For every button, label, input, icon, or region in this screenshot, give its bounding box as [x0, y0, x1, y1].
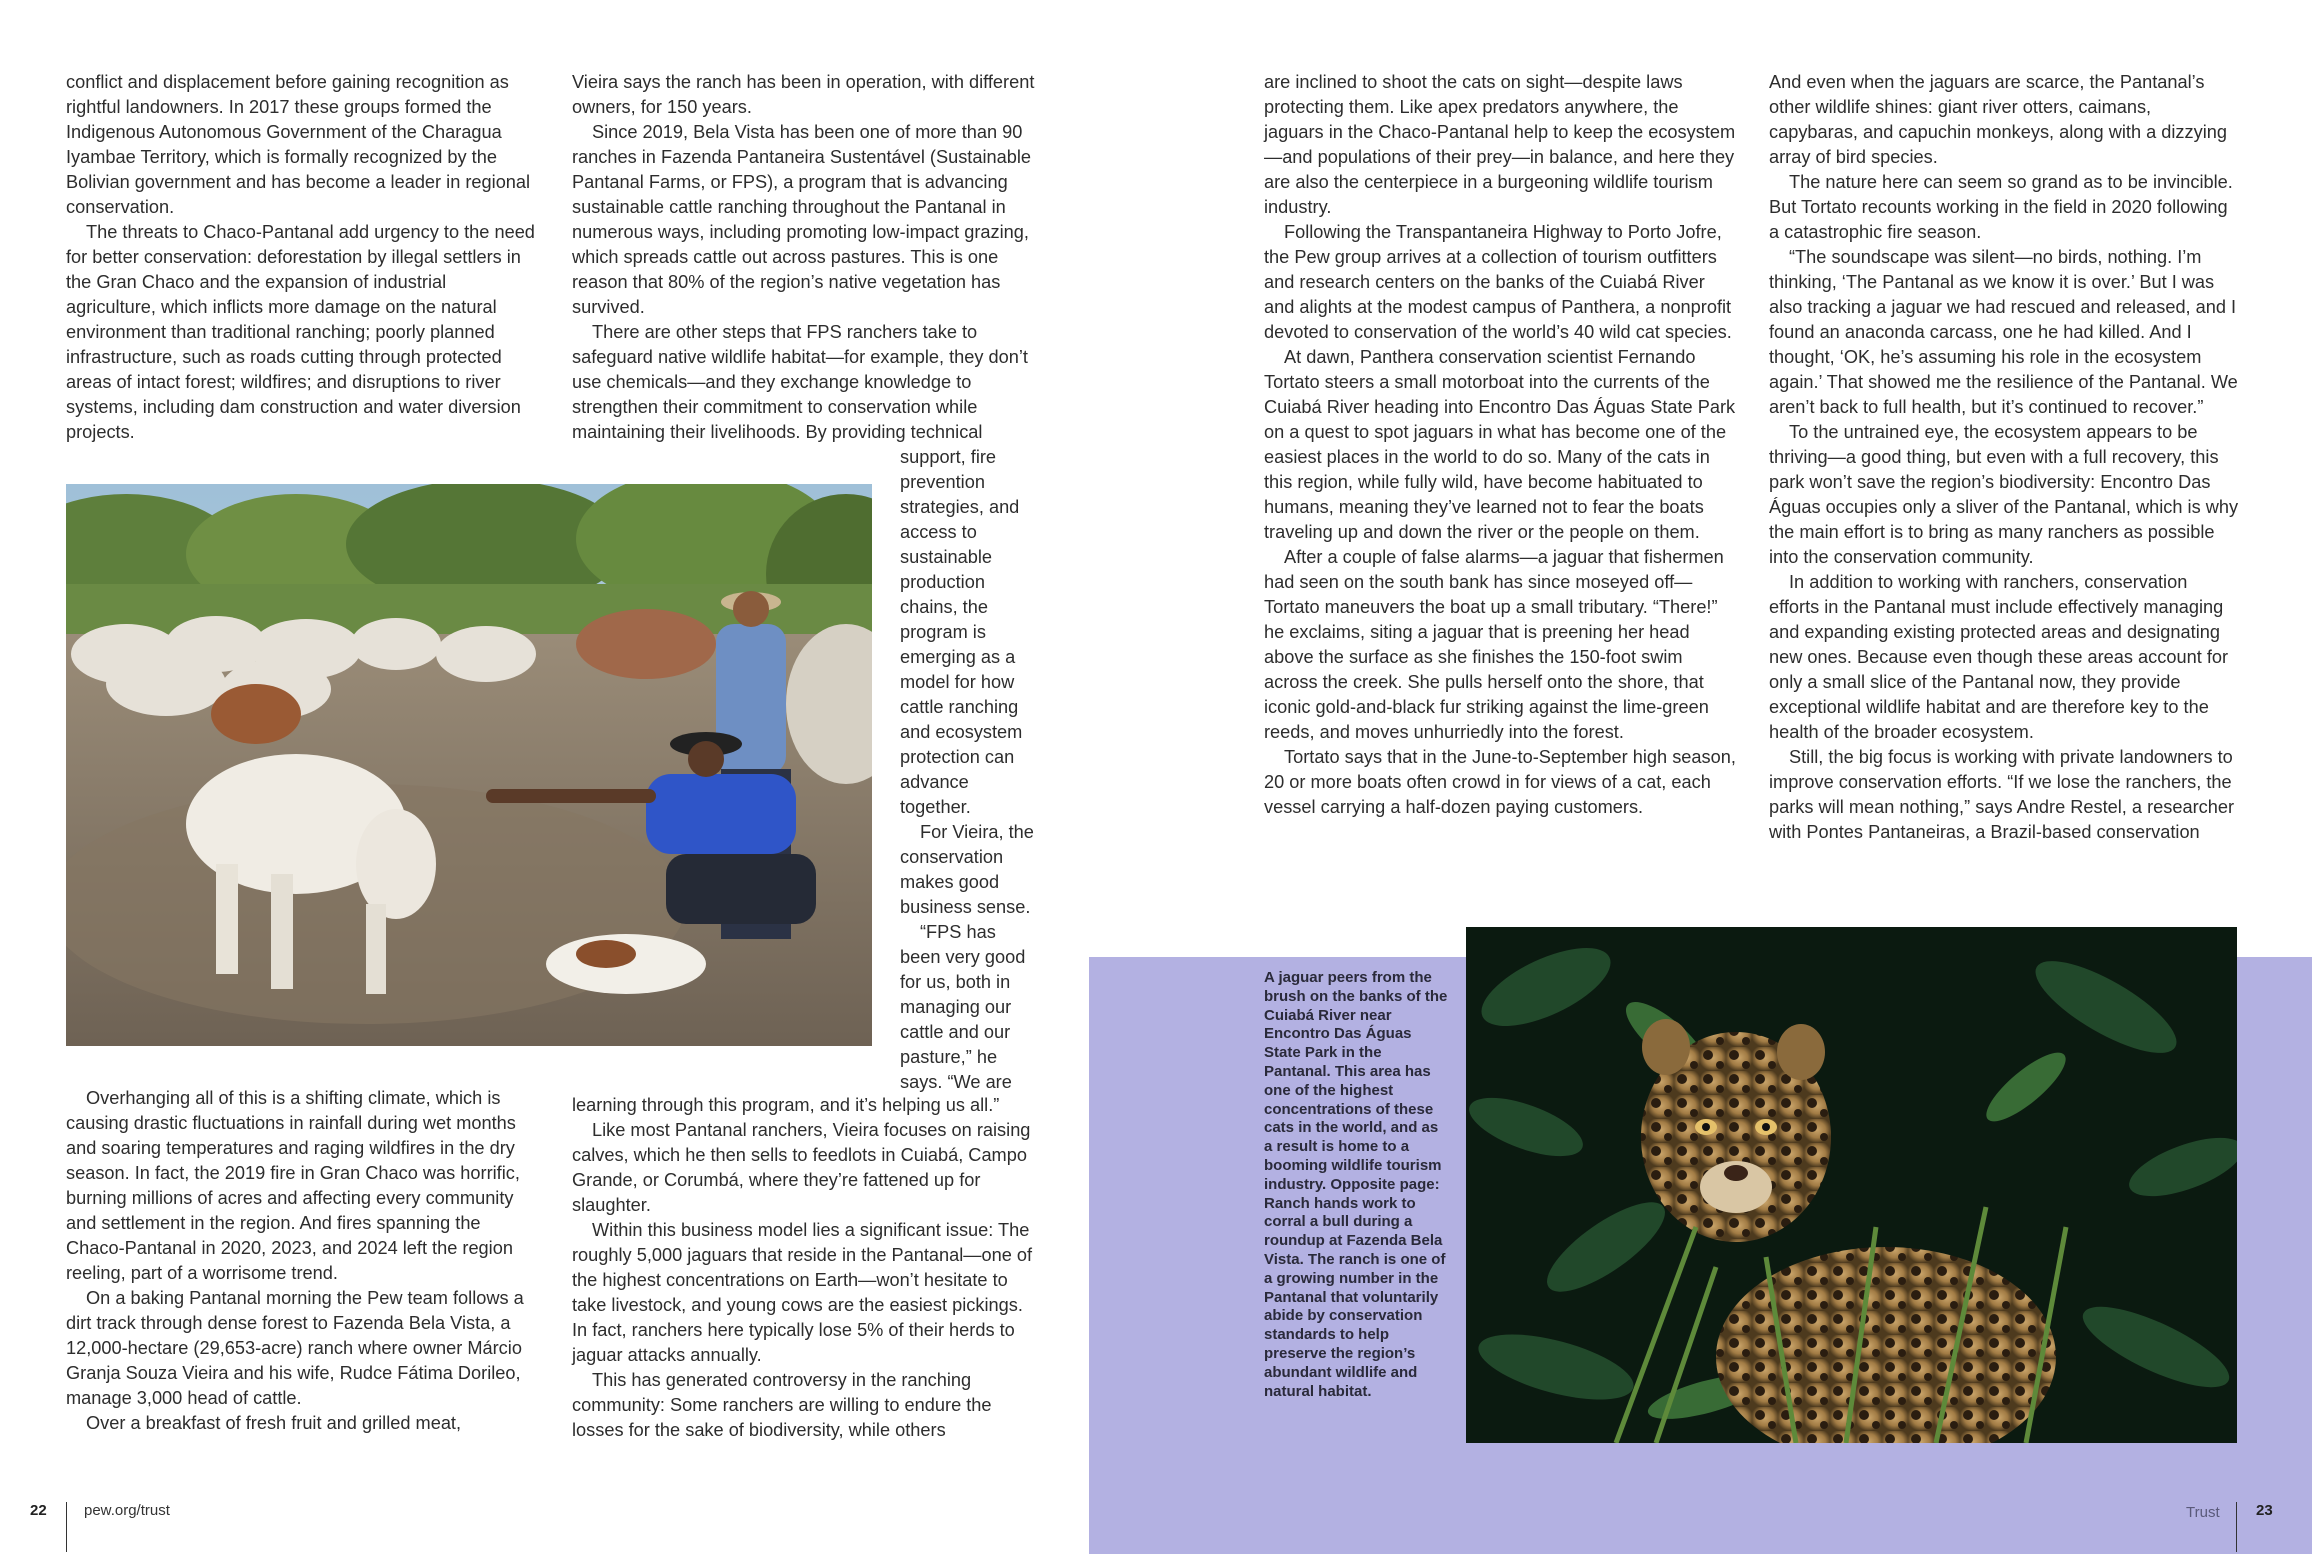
page-number-left: 22	[30, 1502, 47, 1519]
paragraph: Still, the big focus is working with private landowners to improve conservation efforts. “If we lose the ranchers, the parks will mean nothing,” says Andre Restel, a researcher with Pontes Pantaneiras, a Brazil-based conservation	[1769, 747, 2235, 842]
paragraph: In addition to working with ranchers, conservation efforts in the Pantanal must include effectively managing and expanding existing protected areas and designating new ones. Because even though these areas account for only a small slice of the Pantanal now, they provide exceptional wildlife habitat and are therefore key to the health of the broader ecosystem.	[1769, 572, 2229, 742]
ranch-roundup-photo	[66, 484, 872, 1046]
footer-section-label: Trust	[2186, 1504, 2220, 1521]
paragraph: The threats to Chaco-Pantanal add urgency to the need for better conservation: deforestation by illegal settlers in the Gran Chaco and the expansion of industrial agriculture, which inflicts more damage on the natural environment than traditional ranching; poorly planned infrastructure, such as roads cutting through protected areas of intact forest; wildfires; and disruptions to river systems, including dam construction and water diversion projects.	[66, 222, 535, 442]
article-column-1-bottom	[66, 1086, 536, 1436]
article-column-3	[1264, 70, 1736, 820]
article-column-4	[1769, 70, 2241, 845]
paragraph: At dawn, Panthera conservation scientist Fernando Tortato steers a small motorboat into the currents of the Cuiabá River heading into Encontro Das Águas State Park on a quest to spot jaguars in what has become one of the easiest places in the world to do so. Many of the cats in this region, while fully wild, have become habituated to humans, meaning they’ve learned not to fear the boats traveling up and down the river or the people on them.	[1264, 347, 1736, 542]
paragraph: There are other steps that FPS ranchers take to safeguard native wildlife habitat—for example, they don’t use chemicals—and they exchange knowledge to strengthen their commitment to conservation while maintaining their livelihoods. By providing technical	[572, 322, 1028, 442]
page-number-right: 23	[2256, 1502, 2273, 1519]
paragraph: Tortato says that in the June-to-September high season, 20 or more boats often crowd in for views of a cat, each vessel carrying a half-dozen paying customers.	[1264, 747, 1736, 817]
paragraph: learning through this program, and it’s helping us all.”	[572, 1095, 1000, 1115]
footer-divider	[66, 1502, 67, 1552]
paragraph: Like most Pantanal ranchers, Vieira focuses on raising calves, which he then sells to feedlots in Cuiabá, Campo Grande, or Corumbá, where they’re fattened up for slaughter.	[572, 1120, 1031, 1215]
paragraph: “FPS has been very good for us, both in managing our cattle and our pasture,” he says. “We are	[900, 922, 1026, 1092]
paragraph: “The soundscape was silent—no birds, nothing. I’m thinking, ‘The Pantanal as we know it is over.’ But I was also tracking a jaguar we had rescued and released, and I found an anaconda carcass, one he had killed. And I thought, ‘OK, he’s assuming his role in the ecosystem again.’ That showed me the resilience of the Pantanal. We aren’t back to full health, but it’s continued to recover.”	[1769, 247, 2238, 417]
paragraph: To the untrained eye, the ecosystem appears to be thriving—a good thing, but even with a full recovery, this park won’t save the region’s biodiversity: Encontro Das Águas occupies only a sliver of the Pantanal, which is why the main effort is to bring as many ranchers as possible into the conservation community.	[1769, 422, 2239, 567]
paragraph: For Vieira, the conservation makes good business sense.	[900, 822, 1034, 917]
footer-divider	[2236, 1502, 2237, 1552]
paragraph: This has generated controversy in the ranching community: Some ranchers are willing to endure the losses for the sake of biodiversity, while others	[572, 1370, 992, 1440]
paragraph: The nature here can seem so grand as to be invincible. But Tortato recounts working in the field in 2020 following a catastrophic fire season.	[1769, 172, 2233, 242]
article-column-2-top	[572, 70, 1042, 445]
paragraph: Following the Transpantaneira Highway to Porto Jofre, the Pew group arrives at a collection of tourism outfitters and research centers on the banks of the Cuiabá River and alights at the modest campus of Panthera, a nonprofit devoted to conservation of the world’s 40 wild cat species.	[1264, 222, 1732, 342]
paragraph: Vieira says the ranch has been in operation, with different owners, for 150 years.	[572, 72, 1035, 117]
paragraph: support, fire prevention strategies, and access to sustainable production chains, the program is emerging as a model for how cattle ranching and ecosystem protection can advance together.	[900, 447, 1023, 817]
photo-caption: A jaguar peers from the brush on the banks of the Cuiabá River near Encontro Das Águas State Park in the Pantanal. This area has one of the highest concentrations of these cats in the world, and as a result is home to a booming wildlife tourism industry. Opposite page: Ranch hands work to corral a bull during a roundup at Fazenda Bela Vista. The ranch is one of a growing number in the Pantanal that voluntarily abide by conservation standards to help preserve the region’s abundant wildlife and natural habitat.	[1264, 969, 1448, 1400]
paragraph: Since 2019, Bela Vista has been one of more than 90 ranches in Fazenda Pantaneira Sustentável (Sustainable Pantanal Farms, or FPS), a program that is advancing sustainable cattle ranching throughout the Pantanal in numerous ways, including promoting low-impact grazing, which spreads cattle out across pastures. This is one reason that 80% of the region’s native vegetation has survived.	[572, 122, 1032, 317]
paragraph: Overhanging all of this is a shifting climate, which is causing drastic fluctuations in rainfall during wet months and soaring temperatures and raging wildfires in the dry season. In fact, the 2019 fire in Gran Chaco was horrific, burning millions of acres and affecting every community and settlement in the region. And fires spanning the Chaco-Pantanal in 2020, 2023, and 2024 left the region reeling, part of a worrisome trend.	[66, 1088, 520, 1283]
article-column-2-bottom	[572, 1093, 1042, 1443]
paragraph: Over a breakfast of fresh fruit and grilled meat,	[86, 1413, 462, 1433]
paragraph: are inclined to shoot the cats on sight—despite laws protecting them. Like apex predators anywhere, the jaguars in the Chaco-Pantanal help to keep the ecosystem—and populations of their prey—in balance, and here they are also the centerpiece in a burgeoning wildlife tourism industry.	[1264, 72, 1736, 217]
article-column-1-top	[66, 70, 536, 445]
paragraph: And even when the jaguars are scarce, the Pantanal’s other wildlife shines: giant river otters, caimans, capybaras, and capuchin monkeys, along with a dizzying array of bird species.	[1769, 72, 2227, 167]
paragraph: conflict and displacement before gaining recognition as rightful landowners. In 2017 these groups formed the Indigenous Autonomous Government of the Charagua Iyambae Territory, which is formally recognized by the Bolivian government and has become a leader in regional conservation.	[66, 72, 531, 217]
paragraph: After a couple of false alarms—a jaguar that fishermen had seen on the south bank has since moseyed off—Tortato maneuvers the boat up a small tributary. “There!” he exclaims, siting a jaguar that is preening her head above the surface as she finishes the 150-foot swim across the creek. She pulls herself onto the shore, that iconic gold-and-black fur striking against the lime-green reeds, and moves unhurriedly into the forest.	[1264, 547, 1724, 742]
paragraph: On a baking Pantanal morning the Pew team follows a dirt track through dense forest to Fazenda Bela Vista, a 12,000-hectare (29,653-acre) ranch where owner Márcio Granja Souza Vieira and his wife, Rudce Fátima Dorileo, manage 3,000 head of cattle.	[66, 1288, 524, 1408]
article-column-2-wrap	[900, 445, 1036, 1095]
footer-url-link[interactable]: pew.org/trust	[84, 1502, 170, 1519]
paragraph: Within this business model lies a significant issue: The roughly 5,000 jaguars that reside in the Pantanal—one of the highest concentrations on Earth—won’t hesitate to take livestock, and young cows are the easiest pickings. In fact, ranchers here typically lose 5% of their herds to jaguar attacks annually.	[572, 1220, 1033, 1365]
jaguar-photo	[1466, 927, 2237, 1443]
